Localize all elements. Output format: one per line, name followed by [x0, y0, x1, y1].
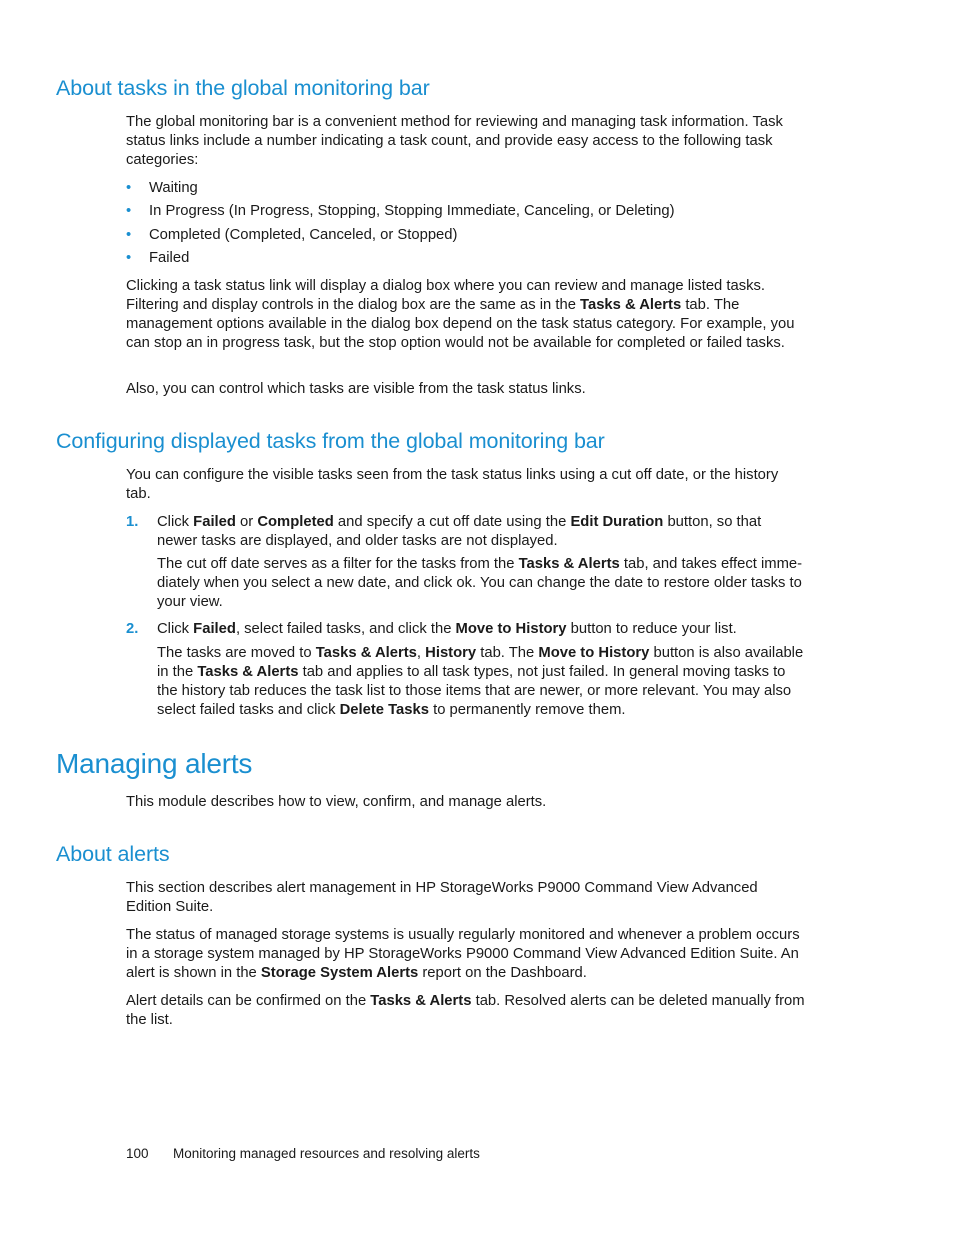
step-number: 1. — [126, 514, 139, 530]
step-2-detail: The tasks are moved to Tasks & Alerts, History tab. The Move to History button is also available in the Tasks & Alerts tab and applies to all task types, not just failed. In general moving tasks to the history tab reduces the task list to those items that are newer, or more relevant. You may also select failed tasks and click Delete Tasks to permanently remove them. — [157, 645, 804, 718]
bullet-text: Failed — [149, 250, 190, 266]
bullet-text: Completed (Completed, Canceled, or Stopped) — [149, 227, 458, 243]
chapter-heading-managing-alerts: Managing alerts — [56, 748, 253, 779]
section4-paragraph-2: The status of managed storage systems is usually regularly monitored and whenever a problem occurs in a storage system managed by HP StorageWorks P9000 Command View Advanced Edition Suite. An alert is shown in the Storage System Alerts report on the Dashboard. — [126, 927, 800, 981]
bullet-icon: • — [126, 250, 132, 266]
section1-intro: The global monitoring bar is a convenient method for reviewing and managing task information. Task status links include a number indicating a task count, and provide easy access to the following task categories: — [126, 114, 783, 168]
section3-intro: This module describes how to view, confirm, and manage alerts. — [126, 794, 547, 810]
page-number: 100 — [126, 1146, 149, 1161]
bullet-text: In Progress (In Progress, Stopping, Stopping Immediate, Canceling, or Deleting) — [149, 203, 675, 219]
section1-paragraph-3: Also, you can control which tasks are visible from the task status links. — [126, 381, 586, 397]
section-heading-tasks-global-bar: About tasks in the global monitoring bar — [56, 76, 430, 100]
bullet-icon: • — [126, 203, 132, 219]
step-1-text: Click Failed or Completed and specify a cut off date using the Edit Duration button, so that newer tasks are displayed, and older tasks are not displayed. — [157, 514, 762, 549]
step-2-text: Click Failed, select failed tasks, and click the Move to History button to reduce your list. — [157, 621, 737, 637]
bullet-icon: • — [126, 180, 132, 196]
bullet-text: Waiting — [149, 180, 198, 196]
section-heading-configuring-tasks: Configuring displayed tasks from the global monitoring bar — [56, 429, 605, 453]
section-heading-about-alerts: About alerts — [56, 842, 170, 866]
bullet-icon: • — [126, 227, 132, 243]
section2-intro: You can configure the visible tasks seen from the task status links using a cut off date, or the history tab. — [126, 467, 779, 502]
footer-chapter-title: Monitoring managed resources and resolving alerts — [173, 1146, 480, 1161]
section4-paragraph-1: This section describes alert management in HP StorageWorks P9000 Command View Advanced Edition Suite. — [126, 880, 758, 915]
section1-paragraph-2: Clicking a task status link will display a dialog box where you can review and manage listed tasks. Filtering and display controls in the dialog box are the same as in the Tasks & Alerts tab. The management options available in the dialog box depend on the task status category. For example, you can stop an in progress task, but the stop option would not be available for completed or failed tasks. — [126, 278, 795, 351]
step-number: 2. — [126, 621, 139, 637]
step-1-detail: The cut off date serves as a filter for the tasks from the Tasks & Alerts tab, and takes effect imme- diately when you select a new date, and click ok. You can change the date to restore older tasks to your view. — [157, 556, 803, 610]
section4-paragraph-3: Alert details can be confirmed on the Tasks & Alerts tab. Resolved alerts can be deleted manually from the list. — [126, 993, 805, 1028]
